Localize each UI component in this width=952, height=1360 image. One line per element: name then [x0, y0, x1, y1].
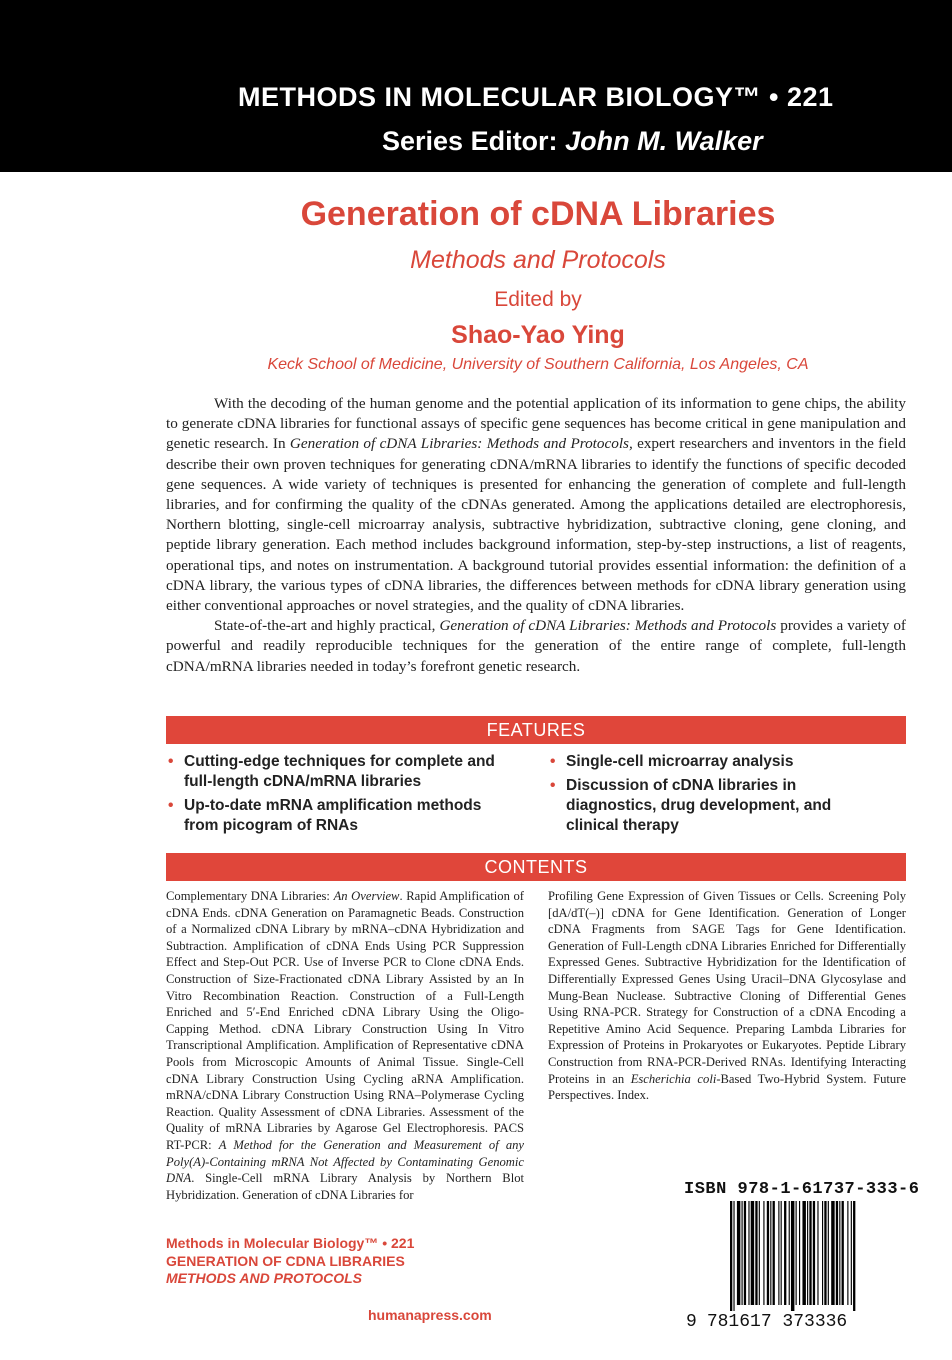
footer-series-block: [166, 1235, 414, 1288]
barcode-bar: [851, 1201, 852, 1305]
description: [166, 394, 906, 677]
features-left-column: [168, 752, 508, 840]
editor-affiliation: Keck School of Medicine, University of Southern California, Los Angeles, CA: [267, 356, 809, 373]
barcode-bar: [759, 1201, 760, 1305]
barcode-bar: [847, 1201, 848, 1305]
footer-title: GENERATION OF CDNA LIBRARIES: [166, 1252, 405, 1269]
barcode-bar: [733, 1201, 734, 1311]
barcode-bar: [784, 1201, 786, 1305]
barcode-bar: [824, 1201, 826, 1305]
barcode-bar: [767, 1201, 769, 1305]
barcode-bar: [791, 1201, 794, 1311]
barcode-bar: [789, 1201, 790, 1305]
barcode-bar: [828, 1201, 829, 1305]
bullet-icon: •: [168, 753, 174, 770]
footer-subtitle: METHODS AND PROTOCOLS: [166, 1270, 363, 1286]
barcode-bar: [751, 1201, 754, 1305]
barcode-bar: [842, 1201, 844, 1305]
barcode-bar: [836, 1201, 838, 1305]
barcode-bar: [778, 1201, 779, 1305]
contents-left-column: Complementary DNA Libraries: An Overview. Rapid Amplification of cDNA Ends. cDNA Generation on Paramagnetic Beads. Construction of a Normalized cDNA Library by mRNA–cDNA Hybridization and Subtraction. Amplification of cDNA Ends Using PCR Suppression Effect and Step-Out PCR. Use of Inverse PCR to Clone cDNA Ends. Construction of Size-Fractionated cDNA Library Assisted by an In Vitro Recombination Reaction. Construction of a Full-Length Enriched and 5′-End Enriched cDNA Library Using the Oligo-Capping Method. cDNA Library Construction Using In Vitro Transcriptional Amplification. Amplification of Representative cDNA Pools from Microscopic Amounts of Animal Tissue. Single-Cell cDNA Library Construction Using Cycling aRNA Amplification. mRNA/cDNA Library Construction Using RNA–Polymerase Cycling Reaction. Quality Assessment of cDNA Libraries. Assessment of the Quality of mRNA Libraries by Agarose Gel Electrophoresis. PACS RT-PCR: A Method for the Generation and Measurement of any Poly(A)-Containing mRNA Not Affected by Contaminating Genomic DNA. Single-Cell mRNA Library Analysis by Northern Blot Hybridization. Generation of cDNA Libraries for: [166, 889, 525, 1202]
feature-item: • Discussion of cDNA libraries in diagnostics, drug development, and clinical therapy: [550, 777, 832, 834]
barcode-bar: [744, 1201, 746, 1305]
series-editor: [382, 126, 763, 157]
barcode-bar: [781, 1201, 782, 1305]
barcode-bar: [813, 1201, 815, 1305]
barcode-bar: [742, 1201, 743, 1305]
features-right-column: [550, 752, 870, 840]
feature-item: • Single-cell microarray analysis: [550, 753, 794, 770]
barcode-bar: [853, 1201, 855, 1311]
barcode-digits: 9 781617 373336: [686, 1312, 848, 1332]
feature-item: • Cutting-edge techniques for complete and full-length cDNA/mRNA libraries: [168, 753, 495, 790]
bullet-icon: •: [550, 777, 556, 794]
book-title: Generation of cDNA Libraries: [300, 195, 776, 233]
series-title: METHODS IN MOLECULAR BIOLOGY™ • 221: [238, 82, 834, 112]
barcode-bar: [748, 1201, 749, 1305]
volume-editor: Shao-Yao Ying: [451, 321, 625, 349]
barcode-bar: [802, 1201, 805, 1305]
publisher-website: humanapress.com: [368, 1307, 492, 1323]
contents-heading: CONTENTS: [166, 853, 906, 881]
bullet-icon: •: [168, 797, 174, 814]
description-paragraph-1: With the decoding of the human genome and the potential application of its information to gene chips, the ability to generate cDNA libraries for functional assays of specific gene sequences has become critical in gene manipulation and genetic research. In Generation of cDNA Libraries: Methods and Protocols, expert researchers and inventors in the field describe their own proven techniques for generating cDNA/mRNA libraries to identify the functions of specific decoded gene sequences. A wide variety of techniques is presented for enhancing the generation of complete and full-length libraries, and for confirming the quality of the cDNAs generated. Among the applications detailed are electrophoresis, Northern blotting, single-cell microarray analysis, subtractive hybridization, subtractive cloning, gene cloning, and peptide library generation. Each method includes background information, step-by-step instructions, a list of reagents, operational tips, and notes on instrumentation. A background tutorial provides essential information: the definition of a cDNA library, the various types of cDNA libraries, the differences between methods for cDNA library generation using either conventional approaches or novel strategies, and the quality of cDNA libraries.: [166, 395, 907, 615]
barcode-bar: [817, 1201, 818, 1305]
barcode-bar: [799, 1201, 800, 1305]
barcode-bar: [755, 1201, 757, 1305]
isbn-label: ISBN 978-1-61737-333-6: [684, 1180, 920, 1199]
book-subtitle: Methods and Protocols: [410, 246, 666, 274]
barcode-bar: [730, 1201, 732, 1311]
contents-right-column: Profiling Gene Expression of Given Tissues or Cells. Screening Poly [dA/dT(–)] cDNA for Gene Identification. Generation of Longer cDNA Fragments from SAGE Tags for Gene Identification. Generation of Full-Length cDNA Libraries Enriched for Differentially Expressed Genes. Subtractive Hybridization for the Identification of Differentially Expressed Genes Using Uracil–DNA Glycosylase and Mung-Bean Nuclease. Subtractive Cloning of Differential Genes Using RNA-PCR. Strategy for Construction of a cDNA Encoding a Repetitive Amino Acid Sequence. Preparing Lambda Libraries for Expression of Proteins in Prokaryotes or Eukaryotes. Peptide Library Construction from RNA-PCR-Derived RNAs. Identifying Interacting Proteins in an Escherichia coli-Based Two-Hybrid System. Future Perspectives. Index.: [548, 889, 906, 1103]
series-editor-label: Series Editor:: [382, 126, 558, 156]
description-paragraph-2: State-of-the-art and highly practical, Generation of cDNA Libraries: Methods and Protocols provides a variety of powerful and readily reproducible techniques for the generation of the entire range of complete, full-length cDNA/mRNA libraries needed in today’s forefront genetic research.: [166, 617, 906, 675]
barcode-bar: [763, 1201, 764, 1305]
barcode: [726, 1201, 906, 1311]
feature-item: • Up-to-date mRNA amplification methods from picogram of RNAs: [168, 797, 482, 834]
features-heading: FEATURES: [166, 716, 906, 744]
bullet-icon: •: [550, 753, 556, 770]
series-editor-name: John M. Walker: [565, 126, 763, 156]
barcode-bar: [773, 1201, 775, 1305]
barcode-bar: [737, 1201, 740, 1305]
barcode-bar: [770, 1201, 771, 1305]
barcode-bar: [839, 1201, 840, 1305]
barcode-bar: [809, 1201, 811, 1305]
header-bar: [0, 0, 952, 172]
barcode-bar: [796, 1201, 797, 1305]
barcode-bar: [831, 1201, 834, 1305]
barcode-bar: [822, 1201, 823, 1305]
edited-by-label: Edited by: [494, 288, 582, 311]
footer-series-name: Methods in Molecular Biology™ • 221: [166, 1235, 415, 1251]
barcode-bar: [807, 1201, 808, 1305]
